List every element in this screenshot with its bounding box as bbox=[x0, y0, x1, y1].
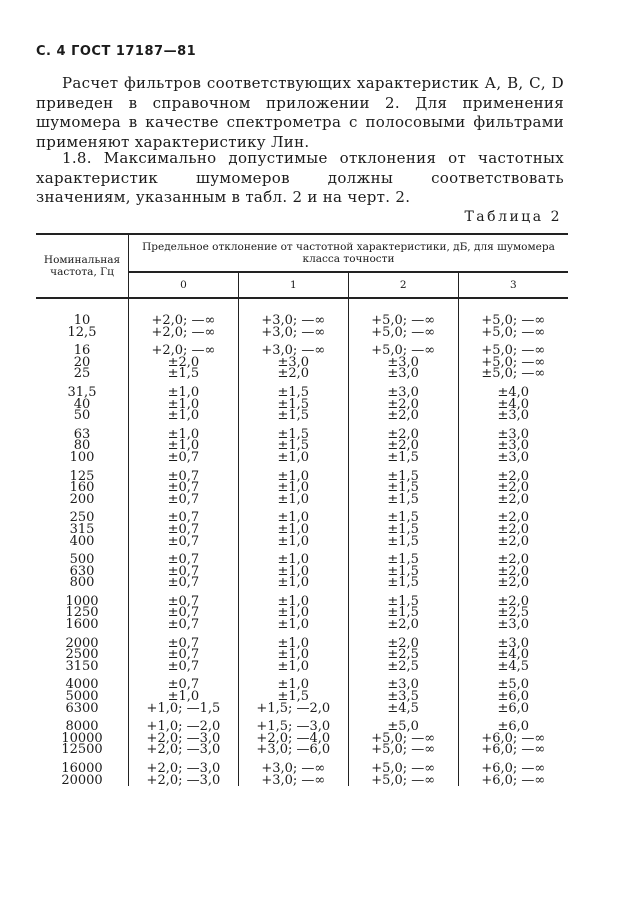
deviation-cell-class-2: +5,0; —∞ bbox=[348, 733, 458, 745]
deviation-cell-class-3: +5,0; —∞ bbox=[481, 354, 546, 370]
deviation-cell-class-0: +2,0; —3,0 bbox=[129, 775, 239, 787]
freq-cell: 630 bbox=[36, 566, 129, 578]
freq-cell: 40 bbox=[36, 399, 129, 411]
deviation-cell-class-3: ±2,0 bbox=[497, 552, 530, 568]
deviation-cell-class-1: ±1,0 bbox=[238, 672, 348, 691]
deviation-cell-class-1: +3,0; —6,0 bbox=[238, 744, 348, 756]
paragraph-filters: Расчет фильтров соответствующих характеристик А, В, С, D приведен в справочном приложении 2. Для применения шумомера в качестве спектрометра с полосовыми фильтрами применяют характеристику Лин. bbox=[36, 74, 564, 151]
deviation-cell-class-2: ±1,5 bbox=[348, 577, 458, 589]
freq-cell: 4000 bbox=[36, 672, 129, 691]
deviation-cell-class-3: ±2,0 bbox=[497, 563, 530, 579]
deviation-cell-class-0: +2,0; —3,0 bbox=[129, 733, 239, 745]
table-row bbox=[36, 494, 568, 506]
freq-cell: 20000 bbox=[36, 775, 129, 787]
deviation-cell-class-0: ±0,7 bbox=[129, 494, 239, 506]
freq-cell: 2500 bbox=[36, 649, 129, 661]
deviation-cell-class-0: ±0,7 bbox=[129, 631, 239, 650]
deviation-cell-class-1: ±1,5 bbox=[238, 380, 348, 399]
table-row bbox=[36, 775, 568, 787]
freq-cell: 10000 bbox=[36, 733, 129, 745]
freq-cell: 63 bbox=[36, 422, 129, 441]
freq-cell: 12,5 bbox=[36, 327, 129, 339]
deviation-cell-class-3: +6,0; —∞ bbox=[481, 772, 546, 788]
deviation-cell-class-0: +1,0; —1,5 bbox=[129, 703, 239, 715]
deviation-cell-class-0: ±2,0 bbox=[129, 357, 239, 369]
freq-cell: 1000 bbox=[36, 589, 129, 608]
freq-cell: 12500 bbox=[36, 744, 129, 756]
deviation-cell-class-3: ±2,0 bbox=[497, 510, 530, 526]
deviation-cell-class-3: ±4,5 bbox=[497, 658, 530, 674]
page-header: С. 4 ГОСТ 17187—81 bbox=[36, 44, 197, 59]
deviation-cell-class-1: ±1,5 bbox=[238, 691, 348, 703]
freq-cell: 125 bbox=[36, 464, 129, 483]
deviation-cell-class-2: +5,0; —∞ bbox=[348, 775, 458, 787]
deviation-cell-class-1: +1,5; —3,0 bbox=[238, 714, 348, 733]
deviation-span-header: Предельное отклонение от частотной характеристики, дБ, для шумомера класса точности bbox=[129, 234, 569, 272]
table-row bbox=[36, 577, 568, 589]
deviation-cell-class-2: ±4,5 bbox=[348, 703, 458, 715]
deviation-cell-class-1: ±1,0 bbox=[238, 577, 348, 589]
deviation-table bbox=[36, 233, 568, 786]
deviation-cell-class-0: ±0,7 bbox=[129, 619, 239, 631]
table-body bbox=[36, 298, 568, 786]
deviation-cell-class-3: +5,0; —∞ bbox=[481, 343, 546, 359]
table-row bbox=[36, 547, 568, 566]
deviation-cell-class-0: +1,0; —2,0 bbox=[129, 714, 239, 733]
deviation-cell-class-1: ±1,0 bbox=[238, 547, 348, 566]
deviation-cell-class-0: ±0,7 bbox=[129, 566, 239, 578]
table-row bbox=[36, 536, 568, 548]
deviation-cell-class-0: ±0,7 bbox=[129, 589, 239, 608]
freq-cell: 5000 bbox=[36, 691, 129, 703]
deviation-cell-class-3: ±2,0 bbox=[497, 533, 530, 549]
deviation-cell-class-1: +3,0; —∞ bbox=[238, 327, 348, 339]
table-row bbox=[36, 703, 568, 715]
deviation-cell-class-3: ±2,0 bbox=[497, 491, 530, 507]
class-header-3: 3 bbox=[458, 272, 568, 298]
deviation-cell-class-2: ±1,5 bbox=[348, 494, 458, 506]
deviation-cell-class-3: ±3,0 bbox=[497, 408, 530, 424]
deviation-cell-class-2: ±1,5 bbox=[348, 607, 458, 619]
freq-cell: 250 bbox=[36, 505, 129, 524]
table-row bbox=[36, 452, 568, 464]
deviation-cell-class-2: ±1,5 bbox=[348, 524, 458, 536]
deviation-cell-class-3: +5,0; —∞ bbox=[481, 313, 546, 328]
freq-cell: 25 bbox=[36, 368, 129, 380]
deviation-cell-class-0: ±0,7 bbox=[129, 672, 239, 691]
deviation-cell-class-1: ±1,0 bbox=[238, 452, 348, 464]
deviation-cell-class-1: ±1,5 bbox=[238, 399, 348, 411]
deviation-cell-class-3: +6,0; —∞ bbox=[481, 730, 546, 746]
deviation-cell-class-0: ±0,7 bbox=[129, 607, 239, 619]
table-row bbox=[36, 619, 568, 631]
deviation-cell-class-3: ±3,0 bbox=[497, 617, 530, 633]
deviation-cell-class-1: ±1,0 bbox=[238, 505, 348, 524]
freq-cell: 1600 bbox=[36, 619, 129, 631]
deviation-cell-class-2: ±3,0 bbox=[348, 368, 458, 380]
table-row bbox=[36, 327, 568, 339]
freq-cell: 2000 bbox=[36, 631, 129, 650]
deviation-cell-class-1: ±1,0 bbox=[238, 619, 348, 631]
deviation-cell-class-1: ±1,0 bbox=[238, 631, 348, 650]
deviation-cell-class-1: ±1,0 bbox=[238, 607, 348, 619]
deviation-cell-class-0: ±0,7 bbox=[129, 482, 239, 494]
deviation-cell-class-3: ±2,0 bbox=[497, 575, 530, 591]
deviation-cell-class-1: +3,0; —∞ bbox=[238, 756, 348, 775]
freq-cell: 100 bbox=[36, 452, 129, 464]
deviation-cell-class-1: ±1,5 bbox=[238, 410, 348, 422]
deviation-cell-class-0: ±0,7 bbox=[129, 661, 239, 673]
deviation-cell-class-3: ±6,0 bbox=[497, 700, 530, 716]
deviation-cell-class-2: ±1,5 bbox=[348, 505, 458, 524]
deviation-cell-class-1: ±1,0 bbox=[238, 649, 348, 661]
deviation-cell-class-3: ±2,0 bbox=[497, 480, 530, 496]
deviation-cell-class-0: ±1,0 bbox=[129, 440, 239, 452]
freq-cell: 400 bbox=[36, 536, 129, 548]
deviation-cell-class-2: ±1,5 bbox=[348, 452, 458, 464]
deviation-cell-class-3: ±2,0 bbox=[497, 468, 530, 484]
deviation-cell-class-2: ±2,5 bbox=[348, 649, 458, 661]
deviation-cell-class-0: +2,0; —∞ bbox=[129, 298, 239, 327]
deviation-cell-class-1: +3,0; —∞ bbox=[238, 338, 348, 357]
deviation-cell-class-2: ±2,0 bbox=[348, 440, 458, 452]
deviation-cell-class-1: +3,0; —∞ bbox=[238, 775, 348, 787]
deviation-cell-class-0: ±1,0 bbox=[129, 691, 239, 703]
deviation-cell-class-3: ±2,0 bbox=[497, 593, 530, 609]
freq-cell: 16000 bbox=[36, 756, 129, 775]
freq-cell: 20 bbox=[36, 357, 129, 369]
deviation-cell-class-0: +2,0; —3,0 bbox=[129, 744, 239, 756]
deviation-cell-class-0: ±0,7 bbox=[129, 452, 239, 464]
deviation-cell-class-0: +2,0; —∞ bbox=[129, 327, 239, 339]
deviation-cell-class-3: ±3,0 bbox=[497, 449, 530, 465]
deviation-cell-class-0: ±0,7 bbox=[129, 536, 239, 548]
freq-column-header: Номинальная частота, Гц bbox=[36, 234, 129, 298]
deviation-cell-class-3: ±4,0 bbox=[497, 384, 530, 400]
deviation-cell-class-3: ±6,0 bbox=[497, 719, 530, 735]
deviation-cell-class-2: ±2,0 bbox=[348, 410, 458, 422]
deviation-cell-class-0: ±1,5 bbox=[129, 368, 239, 380]
freq-cell: 16 bbox=[36, 338, 129, 357]
deviation-cell-class-1: ±2,0 bbox=[238, 368, 348, 380]
freq-cell: 500 bbox=[36, 547, 129, 566]
deviation-cell-class-2: ±3,5 bbox=[348, 691, 458, 703]
class-header-2: 2 bbox=[348, 272, 458, 298]
deviation-cell-class-2: ±2,0 bbox=[348, 399, 458, 411]
deviation-cell-class-3: ±2,0 bbox=[497, 521, 530, 537]
deviation-cell-class-2: ±3,0 bbox=[348, 672, 458, 691]
freq-cell: 1250 bbox=[36, 607, 129, 619]
class-header-0: 0 bbox=[129, 272, 239, 298]
table-row bbox=[36, 368, 568, 380]
freq-cell: 31,5 bbox=[36, 380, 129, 399]
deviation-cell-class-0: +2,0; —3,0 bbox=[129, 756, 239, 775]
table-row bbox=[36, 744, 568, 756]
deviation-cell-class-3: +6,0; —∞ bbox=[481, 742, 546, 758]
class-header-1: 1 bbox=[238, 272, 348, 298]
deviation-cell-class-1: +1,5; —2,0 bbox=[238, 703, 348, 715]
deviation-cell-class-3: ±4,0 bbox=[497, 396, 530, 412]
deviation-cell-class-2: ±1,5 bbox=[348, 566, 458, 578]
deviation-cell-class-3: ±6,0 bbox=[497, 689, 530, 705]
deviation-cell-class-2: +5,0; —∞ bbox=[348, 338, 458, 357]
deviation-cell-class-1: ±1,0 bbox=[238, 589, 348, 608]
deviation-cell-class-3: +6,0; —∞ bbox=[481, 761, 546, 776]
deviation-cell-class-0: ±0,7 bbox=[129, 524, 239, 536]
deviation-cell-class-0: ±0,7 bbox=[129, 505, 239, 524]
deviation-cell-class-2: +5,0; —∞ bbox=[348, 756, 458, 775]
deviation-cell-class-0: ±0,7 bbox=[129, 464, 239, 483]
freq-cell: 315 bbox=[36, 524, 129, 536]
freq-cell: 800 bbox=[36, 577, 129, 589]
freq-cell: 8000 bbox=[36, 714, 129, 733]
freq-cell: 80 bbox=[36, 440, 129, 452]
freq-cell: 6300 bbox=[36, 703, 129, 715]
table-row bbox=[36, 298, 568, 327]
deviation-cell-class-2: ±5,0 bbox=[348, 714, 458, 733]
deviation-cell-class-0: ±0,7 bbox=[129, 547, 239, 566]
deviation-cell-class-2: ±2,0 bbox=[348, 631, 458, 650]
deviation-cell-class-3: ±2,5 bbox=[497, 605, 530, 621]
deviation-cell-class-1: ±1,0 bbox=[238, 566, 348, 578]
deviation-cell-class-3: ±3,0 bbox=[497, 635, 530, 651]
deviation-cell-class-1: ±1,0 bbox=[238, 494, 348, 506]
deviation-cell-class-2: ±1,5 bbox=[348, 482, 458, 494]
deviation-cell-class-3: ±3,0 bbox=[497, 438, 530, 454]
deviation-cell-class-2: ±2,0 bbox=[348, 619, 458, 631]
freq-cell: 50 bbox=[36, 410, 129, 422]
deviation-cell-class-1: ±1,0 bbox=[238, 536, 348, 548]
deviation-cell-class-1: ±1,0 bbox=[238, 661, 348, 673]
deviation-cell-class-2: ±2,0 bbox=[348, 422, 458, 441]
deviation-cell-class-2: +5,0; —∞ bbox=[348, 327, 458, 339]
deviation-cell-class-0: ±1,0 bbox=[129, 422, 239, 441]
deviation-cell-class-0: +2,0; —∞ bbox=[129, 338, 239, 357]
deviation-cell-class-3: +5,0; —∞ bbox=[481, 324, 546, 340]
deviation-cell-class-1: ±1,0 bbox=[238, 482, 348, 494]
deviation-cell-class-2: +5,0; —∞ bbox=[348, 744, 458, 756]
deviation-cell-class-2: ±2,5 bbox=[348, 661, 458, 673]
deviation-cell-class-1: ±1,0 bbox=[238, 464, 348, 483]
deviation-cell-class-1: ±1,5 bbox=[238, 440, 348, 452]
freq-cell: 10 bbox=[36, 298, 129, 327]
deviation-cell-class-2: ±3,0 bbox=[348, 357, 458, 369]
deviation-cell-class-2: ±1,5 bbox=[348, 536, 458, 548]
deviation-cell-class-2: +5,0; —∞ bbox=[348, 298, 458, 327]
deviation-cell-class-1: +3,0; —∞ bbox=[238, 298, 348, 327]
deviation-cell-class-2: ±1,5 bbox=[348, 547, 458, 566]
deviation-cell-class-1: ±1,5 bbox=[238, 422, 348, 441]
table-row bbox=[36, 756, 568, 775]
deviation-cell-class-1: ±1,0 bbox=[238, 524, 348, 536]
table-row bbox=[36, 661, 568, 673]
freq-cell: 160 bbox=[36, 482, 129, 494]
table-caption: Таблица 2 bbox=[464, 209, 562, 225]
deviation-cell-class-1: +2,0; —4,0 bbox=[238, 733, 348, 745]
deviation-cell-class-0: ±1,0 bbox=[129, 380, 239, 399]
deviation-cell-class-2: ±1,5 bbox=[348, 464, 458, 483]
freq-cell: 200 bbox=[36, 494, 129, 506]
deviation-cell-class-3: ±3,0 bbox=[497, 426, 530, 442]
deviation-cell-class-0: ±0,7 bbox=[129, 649, 239, 661]
deviation-cell-class-1: ±3,0 bbox=[238, 357, 348, 369]
deviation-cell-class-2: ±1,5 bbox=[348, 589, 458, 608]
table-row bbox=[36, 338, 568, 357]
deviation-cell-class-0: ±1,0 bbox=[129, 410, 239, 422]
deviation-cell-class-2: ±3,0 bbox=[348, 380, 458, 399]
table-row bbox=[36, 410, 568, 422]
table-row bbox=[36, 380, 568, 399]
deviation-cell-class-3: ±4,0 bbox=[497, 647, 530, 663]
deviation-cell-class-0: ±1,0 bbox=[129, 399, 239, 411]
paragraph-1-8: 1.8. Максимально допустимые отклонения от частотных характеристик шумомеров должны соответствовать значениям, указанным в табл. 2 и на черт. 2. bbox=[36, 149, 564, 206]
deviation-cell-class-0: ±0,7 bbox=[129, 577, 239, 589]
deviation-cell-class-3: ±5,0 bbox=[497, 677, 530, 693]
deviation-cell-class-3: ±5,0; —∞ bbox=[481, 366, 546, 382]
freq-cell: 3150 bbox=[36, 661, 129, 673]
